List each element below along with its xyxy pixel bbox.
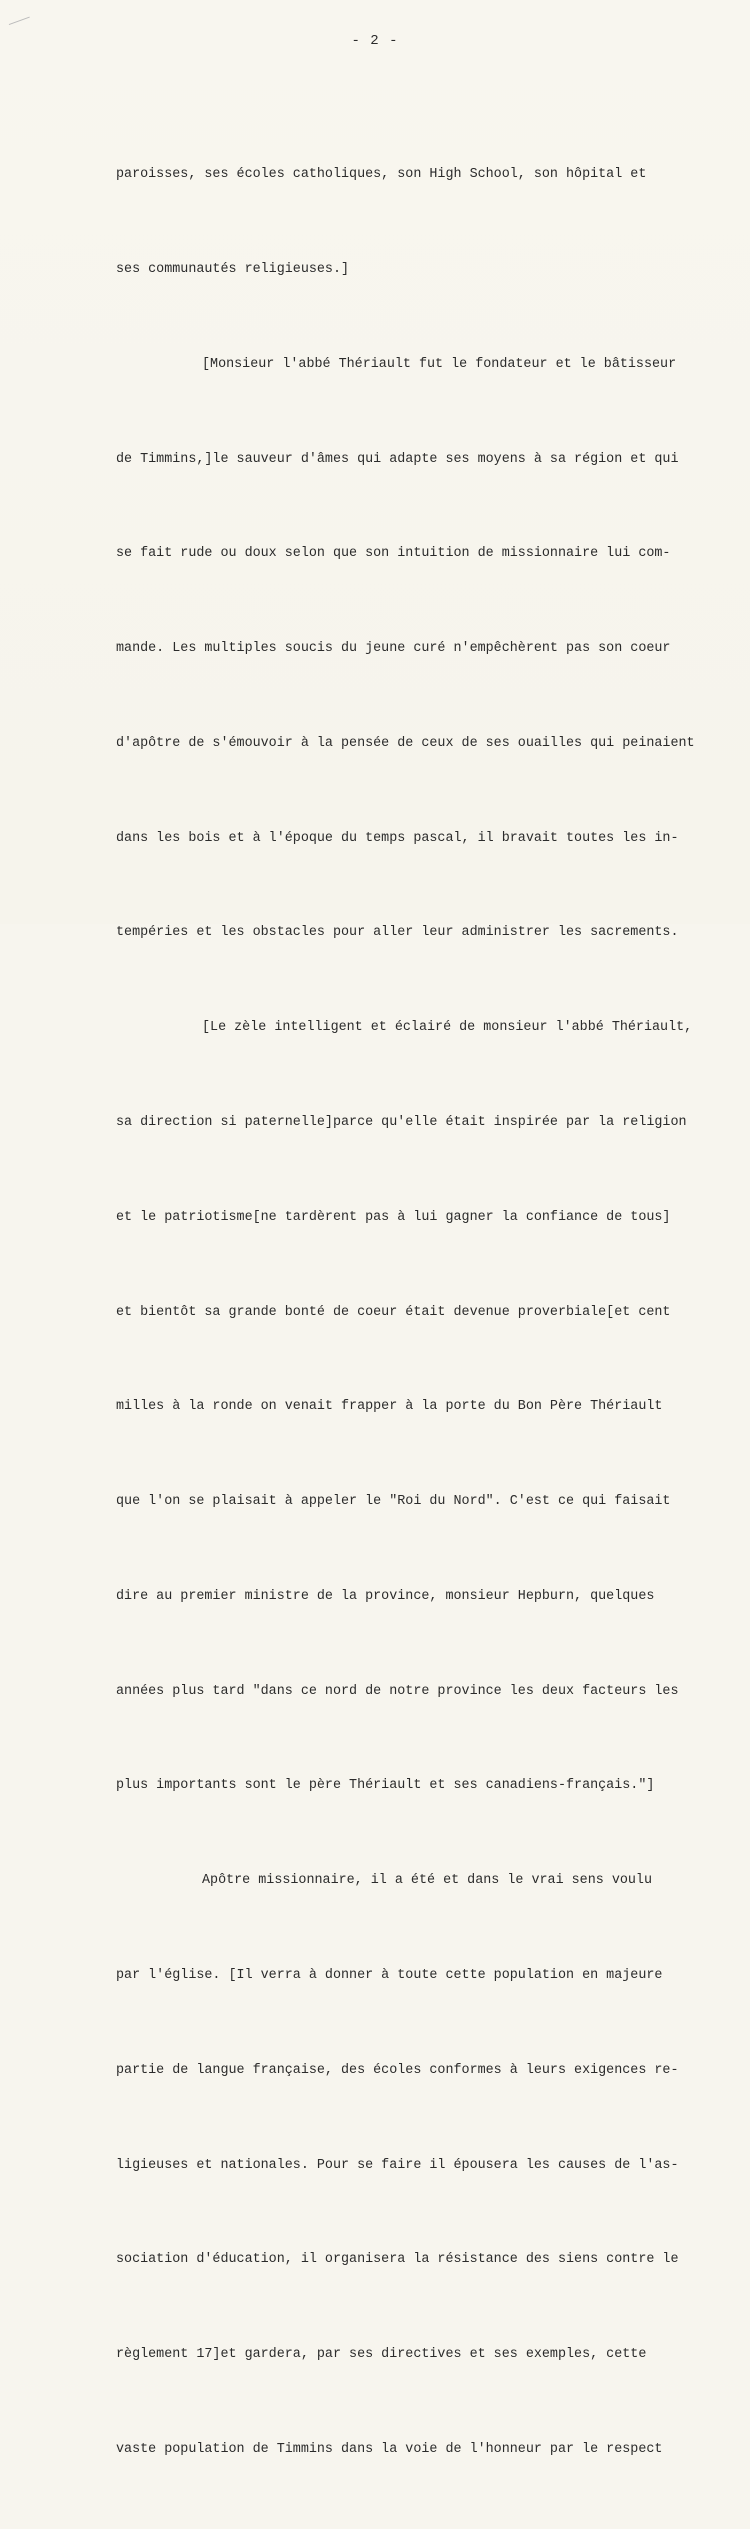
text-line: dans les bois et à l'époque du temps pascal, il bravait toutes les in- [116,830,679,846]
text-line: Apôtre missionnaire, il a été et dans le vrai sens voulu [202,1873,652,1889]
text-line: se fait rude ou doux selon que son intuition de missionnaire lui com- [116,546,671,562]
text-line: vaste population de Timmins dans la voie de l'honneur par le respect [116,2441,663,2457]
text-line: dire au premier ministre de la province, monsieur Hepburn, quelques [116,1588,655,1604]
text-line: par l'église. [Il verra à donner à toute cette population en majeure [116,1968,663,1984]
typed-body-text [116,96,696,2529]
text-line: ses communautés religieuses.] [116,261,350,277]
corner-pencil-mark [9,17,33,35]
text-line: et bientôt sa grande bonté de coeur était devenue proverbiale[et cent [116,1304,671,1320]
text-line: [Monsieur l'abbé Thériault fut le fondateur et le bâtisseur [202,356,677,372]
text-line: paroisses, ses écoles catholiques, son High School, son hôpital et [116,167,647,183]
text-line: plus importants sont le père Thériault et ses canadiens-français."] [116,1778,655,1794]
page-number: - 2 - [351,33,399,49]
text-line: années plus tard "dans ce nord de notre province les deux facteurs les [116,1683,679,1699]
text-line: partie de langue française, des écoles conformes à leurs exigences re- [116,2062,679,2078]
text-line: [Le zèle intelligent et éclairé de monsieur l'abbé Thériault, [202,1020,693,1036]
text-line: et le patriotisme[ne tardèrent pas à lui gagner la confiance de tous] [116,1209,671,1225]
text-line: règlement 17]et gardera, par ses directives et ses exemples, cette [116,2347,647,2363]
text-line: milles à la ronde on venait frapper à la porte du Bon Père Thériault [116,1399,663,1415]
text-line: tempéries et les obstacles pour aller leur administrer les sacrements. [116,925,679,941]
text-line: de Timmins,]le sauveur d'âmes qui adapte ses moyens à sa région et qui [116,451,679,467]
text-line: d'apôtre de s'émouvoir à la pensée de ceux de ses ouailles qui peinaient [116,735,695,751]
text-line: que l'on se plaisait à appeler le "Roi du Nord". C'est ce qui faisait [116,1494,671,1510]
text-line: ligieuses et nationales. Pour se faire il épousera les causes de l'as- [116,2157,679,2173]
text-line: sociation d'éducation, il organisera la résistance des siens contre le [116,2252,679,2268]
text-line: mande. Les multiples soucis du jeune curé n'empêchèrent pas son coeur [116,641,671,657]
text-line: sa direction si paternelle]parce qu'elle était inspirée par la religion [116,1115,687,1130]
